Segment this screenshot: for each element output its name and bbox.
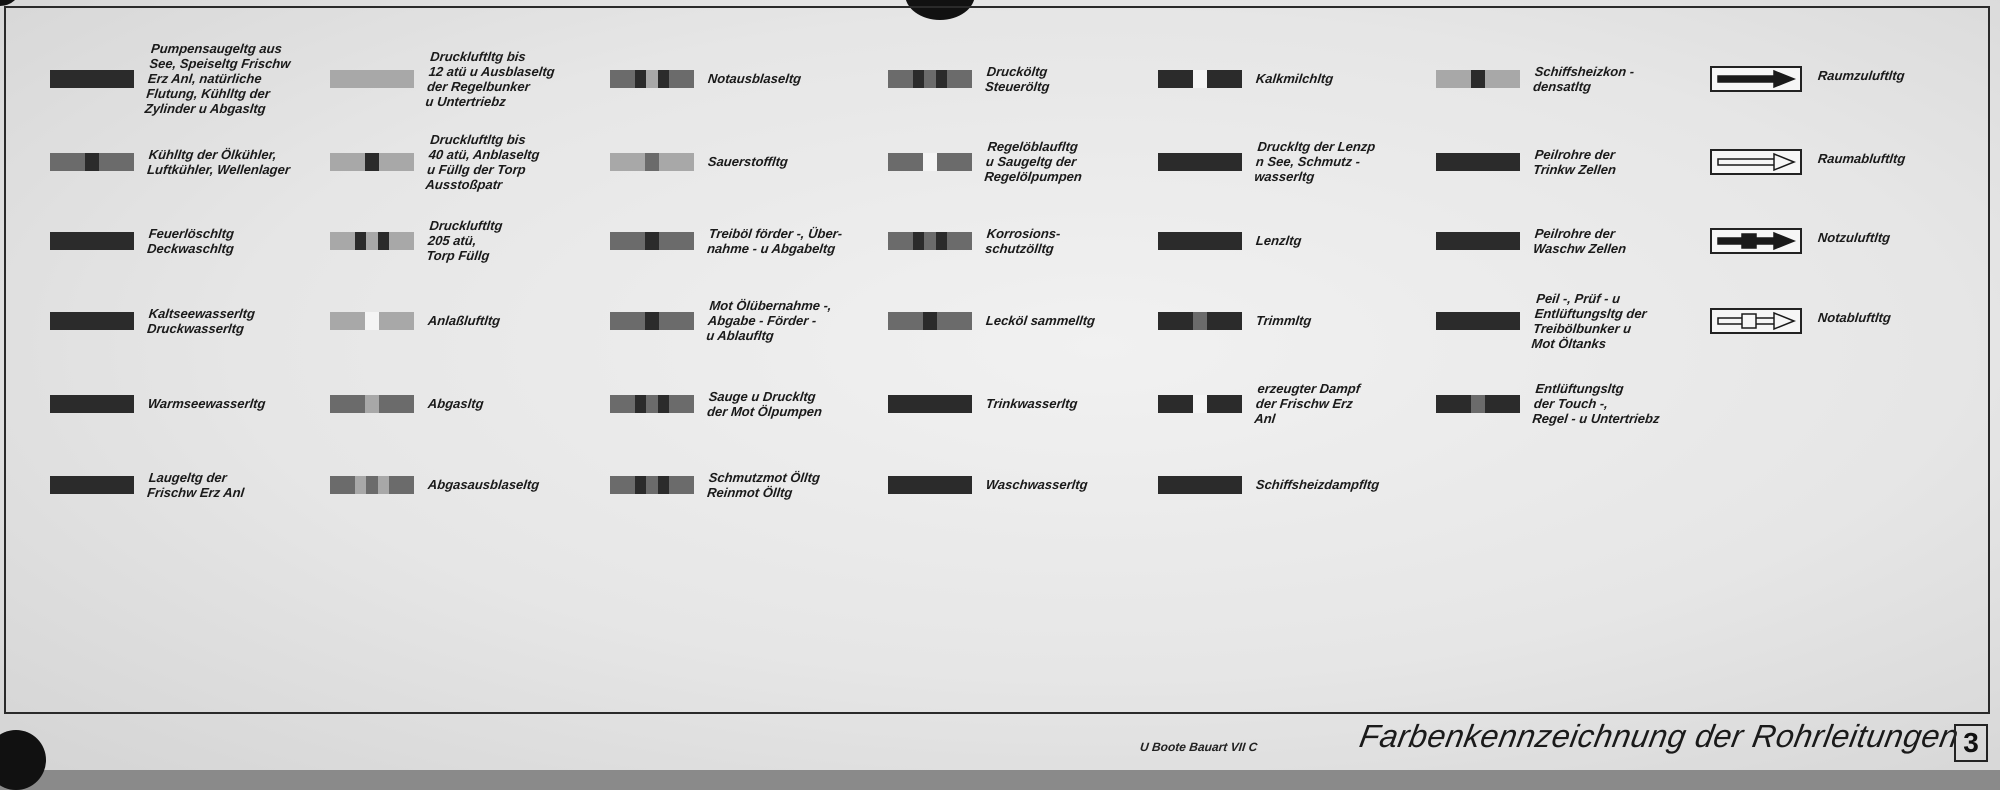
pipe-color-swatch <box>610 232 694 250</box>
pipe-band <box>924 70 936 88</box>
legend-label: Druckluftltg bis 40 atü, Anblaseltg u Füllg der Torp Ausstoßpatr <box>424 131 541 192</box>
pipe-band <box>379 153 414 171</box>
pipe-color-swatch <box>1158 395 1242 413</box>
pipe-color-swatch <box>888 70 972 88</box>
pipe-band <box>365 153 378 171</box>
pipe-color-swatch <box>1158 153 1242 171</box>
pipe-band <box>947 70 972 88</box>
legend-label: Notabluftltg <box>1817 310 1892 325</box>
pipe-band <box>669 70 694 88</box>
pipe-color-swatch <box>330 70 414 88</box>
pipe-band <box>669 476 694 494</box>
pipe-band <box>658 70 669 88</box>
pipe-band <box>646 476 658 494</box>
legend-label: Peilrohre der Waschw Zellen <box>1532 225 1627 256</box>
pipe-band <box>389 232 414 250</box>
hollow-arrow-icon <box>1710 149 1802 175</box>
pipe-band <box>1193 312 1206 330</box>
pipe-band <box>365 395 378 413</box>
pipe-color-swatch <box>1158 476 1242 494</box>
legend-label: Schiffsheizdampfltg <box>1255 477 1381 492</box>
legend-label: Sauge u Druckltg der Mot Ölpumpen <box>706 388 823 419</box>
legend-label: Peil -, Prüf - u Entlüftungsltg der Treibölbunker u Mot Öltanks <box>1530 290 1648 351</box>
pipe-band <box>366 232 378 250</box>
pipe-band <box>389 476 414 494</box>
pipe-color-swatch <box>888 395 972 413</box>
legend-label: Kühlltg der Ölkühler, Luftkühler, Wellenlager <box>146 146 291 177</box>
pipe-color-swatch <box>888 476 972 494</box>
hollow-arrow-icon <box>1710 308 1802 334</box>
pipe-color-swatch <box>330 232 414 250</box>
legend-label: erzeugter Dampf der Frischw Erz Anl <box>1253 381 1361 426</box>
pipe-color-swatch <box>1436 312 1520 330</box>
pipe-band <box>1158 476 1242 494</box>
pipe-band <box>645 153 658 171</box>
legend-entry <box>610 469 880 596</box>
pipe-band <box>378 476 389 494</box>
legend-label: Schiffsheizkon - densatltg <box>1532 63 1636 94</box>
footer-subtitle: U Boote Bauart VII C <box>1139 740 1259 754</box>
legend-label: Korrosions- schutzölltg <box>984 225 1062 256</box>
pipe-band <box>1193 395 1206 413</box>
pipe-band <box>635 395 646 413</box>
pipe-band <box>1158 395 1193 413</box>
pipe-band <box>658 395 669 413</box>
pipe-band <box>1471 70 1484 88</box>
solid-arrow-icon <box>1710 66 1802 92</box>
pipe-band <box>1436 312 1520 330</box>
legend-entry <box>50 469 320 596</box>
legend-label: Abgasltg <box>427 396 485 411</box>
pipe-band <box>1471 395 1484 413</box>
pipe-band <box>50 312 134 330</box>
legend-label: Druckluftltg bis 12 atü u Ausblaseltg der Regelbunker u Untertriebz <box>424 48 556 109</box>
pipe-band <box>366 476 378 494</box>
pipe-band <box>610 312 645 330</box>
legend-entry <box>888 476 1158 596</box>
pipe-band <box>888 476 972 494</box>
pipe-color-swatch <box>610 395 694 413</box>
pipe-band <box>1436 153 1520 171</box>
legend-entry <box>330 476 600 596</box>
pipe-band <box>50 395 134 413</box>
legend-label: Waschwasserltg <box>985 477 1089 492</box>
pipe-color-swatch <box>50 70 134 88</box>
pipe-color-swatch <box>50 476 134 494</box>
pipe-band <box>1207 395 1242 413</box>
pipe-band <box>610 232 645 250</box>
pipe-band <box>1436 395 1471 413</box>
pipe-color-swatch <box>330 476 414 494</box>
punch-hole-bottom-left <box>0 730 46 790</box>
pipe-band <box>610 153 645 171</box>
pipe-band <box>1158 232 1242 250</box>
footer-title: Farbenkennzeichnung der Rohrleitungen <box>1356 718 1962 754</box>
pipe-band <box>1207 312 1242 330</box>
pipe-band <box>646 70 658 88</box>
pipe-color-swatch <box>888 232 972 250</box>
legend-entry <box>1158 476 1428 596</box>
legend-label: Raumzuluftltg <box>1817 68 1906 83</box>
pipe-band <box>659 312 694 330</box>
legend-label: Treiböl förder -, Über- nahme - u Abgabeltg <box>706 225 843 256</box>
pipe-band <box>669 395 694 413</box>
pipe-color-swatch <box>50 395 134 413</box>
pipe-band <box>50 70 134 88</box>
pipe-color-swatch <box>1436 232 1520 250</box>
pipe-color-swatch <box>888 312 972 330</box>
pipe-band <box>330 395 365 413</box>
pipe-band <box>645 232 658 250</box>
pipe-band <box>355 476 366 494</box>
pipe-band <box>99 153 134 171</box>
pipe-color-swatch <box>50 153 134 171</box>
pipe-band <box>610 476 635 494</box>
pipe-band <box>330 153 365 171</box>
legend-label: Schmutzmot Ölltg Reinmot Ölltg <box>706 469 821 500</box>
legend-label: Lenzltg <box>1255 233 1303 248</box>
pipe-band <box>1436 70 1471 88</box>
pipe-band <box>1158 153 1242 171</box>
pipe-color-swatch <box>50 232 134 250</box>
pipe-band <box>635 476 646 494</box>
pipe-band <box>1158 70 1193 88</box>
legend-label: Raumabluftltg <box>1817 151 1907 166</box>
legend-label: Sauerstoffltg <box>707 154 789 169</box>
pipe-band <box>937 312 972 330</box>
pipe-color-swatch <box>330 153 414 171</box>
pipe-color-swatch <box>888 153 972 171</box>
legend-label: Lecköl sammelltg <box>985 313 1096 328</box>
pipe-band <box>659 153 694 171</box>
pipe-band <box>50 232 134 250</box>
pipe-band <box>888 153 923 171</box>
pipe-band <box>330 476 355 494</box>
pipe-band <box>658 476 669 494</box>
pipe-color-swatch <box>330 395 414 413</box>
pipe-color-swatch <box>1158 70 1242 88</box>
pipe-band <box>923 312 936 330</box>
pipe-band <box>355 232 366 250</box>
solid-arrow-icon <box>1710 228 1802 254</box>
legend-label: Regelöblaufltg u Saugeltg der Regelölpumpen <box>983 139 1083 184</box>
pipe-band <box>50 153 85 171</box>
pipe-band <box>913 70 924 88</box>
legend-label: Notzuluftltg <box>1817 230 1891 245</box>
legend-label: Peilrohre der Trinkw Zellen <box>1532 146 1617 177</box>
pipe-color-swatch <box>1158 232 1242 250</box>
pipe-band <box>610 70 635 88</box>
pipe-band <box>378 232 389 250</box>
pipe-band <box>635 70 646 88</box>
pipe-band <box>379 395 414 413</box>
pipe-band <box>1485 395 1520 413</box>
pipe-band <box>379 312 414 330</box>
pipe-band <box>888 70 913 88</box>
legend-label: Druckltg der Lenzp n See, Schmutz - wasserltg <box>1253 139 1377 184</box>
legend-label: Mot Ölübernahme -, Abgabe - Förder - u Ablaufltg <box>705 298 833 343</box>
pipe-color-swatch <box>50 312 134 330</box>
pipe-color-swatch <box>610 70 694 88</box>
pipe-band <box>936 70 947 88</box>
pipe-band <box>50 476 134 494</box>
pipe-band <box>1193 70 1206 88</box>
pipe-band <box>947 232 972 250</box>
pipe-band <box>924 232 936 250</box>
pipe-color-swatch <box>330 312 414 330</box>
pipe-band <box>936 232 947 250</box>
legend-label: Anlaßluftltg <box>427 313 502 328</box>
pipe-color-swatch <box>610 476 694 494</box>
legend-label: Entlüftungsltg der Touch -, Regel - u Untertriebz <box>1531 381 1661 426</box>
legend-label: Drucköltg Steueröltg <box>984 63 1051 94</box>
pipe-band <box>330 312 365 330</box>
pipe-color-swatch <box>610 153 694 171</box>
legend-label: Feuerlöschltg Deckwaschltg <box>146 225 235 256</box>
pipe-band <box>937 153 972 171</box>
pipe-color-swatch <box>1436 395 1520 413</box>
pipe-band <box>888 395 972 413</box>
pipe-color-swatch <box>610 312 694 330</box>
legend-entry <box>1436 381 1706 515</box>
pipe-band <box>1485 70 1520 88</box>
legend-label: Pumpensaugeltg aus See, Speiseltg Frischw Erz Anl, natürliche Flutung, Kühlltg der Zylinder u Abgasltg <box>144 41 292 116</box>
pipe-band <box>888 232 913 250</box>
legend-label: Kaltseewasserltg Druckwasserltg <box>146 305 256 336</box>
legend-label: Abgasausblaseltg <box>427 477 541 492</box>
pipe-band <box>913 232 924 250</box>
pipe-band <box>1436 232 1520 250</box>
pipe-band <box>1158 312 1193 330</box>
legend-label: Trinkwasserltg <box>985 396 1079 411</box>
legend-entry <box>1710 308 1980 428</box>
legend-label: Warmseewasserltg <box>147 396 267 411</box>
pipe-band <box>85 153 98 171</box>
pipe-band <box>645 312 658 330</box>
pipe-color-swatch <box>1436 70 1520 88</box>
pipe-band <box>365 312 378 330</box>
pipe-band <box>610 395 635 413</box>
pipe-color-swatch <box>1158 312 1242 330</box>
legend-label: Laugeltg der Frischw Erz Anl <box>146 469 246 500</box>
pipe-band <box>330 70 414 88</box>
pipe-band <box>659 232 694 250</box>
legend-label: Notausblaseltg <box>707 71 802 86</box>
page-number: 3 <box>1954 724 1988 762</box>
pipe-band <box>330 232 355 250</box>
legend-label: Trimmltg <box>1255 313 1313 328</box>
pipe-band <box>1207 70 1242 88</box>
legend-label: Druckluftltg 205 atü, Torp Füllg <box>425 218 504 263</box>
pipe-band <box>646 395 658 413</box>
pipe-band <box>888 312 923 330</box>
pipe-band <box>923 153 936 171</box>
pipe-color-swatch <box>1436 153 1520 171</box>
legend-label: Kalkmilchltg <box>1255 71 1335 86</box>
